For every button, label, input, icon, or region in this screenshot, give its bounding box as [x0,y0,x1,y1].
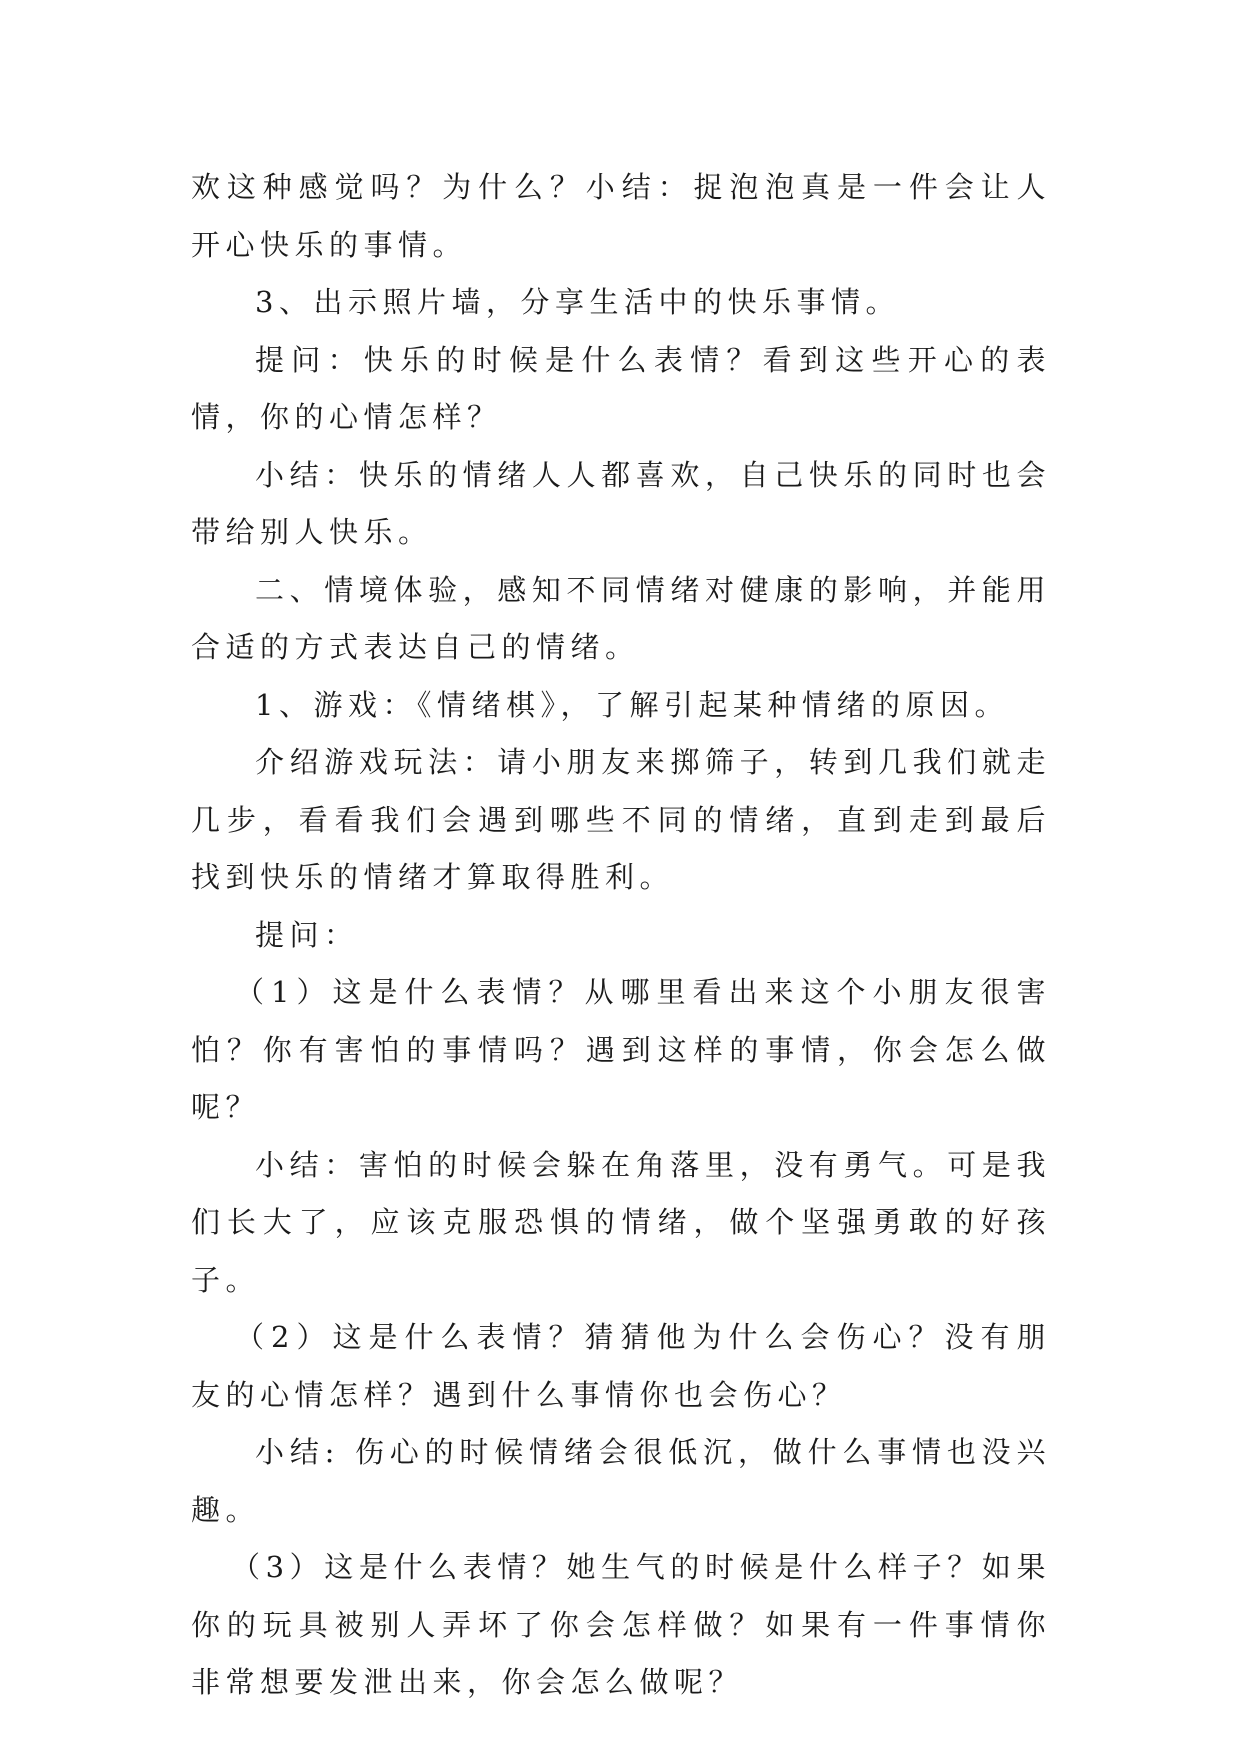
paragraph-section-two: 二、情境体验，感知不同情绪对健康的影响，并能用合适的方式表达自己的情绪。 [191,572,1051,664]
paragraph-summary-happy: 小结：快乐的情绪人人都喜欢，自己快乐的同时也会带给别人快乐。 [191,457,1051,549]
paragraph-question-label: 提问： [255,917,359,952]
paragraph-game-title: 1、游戏：《情绪棋》，了解引起某种情绪的原因。 [255,687,1009,722]
paragraph-summary-sad: 小结: 伤心的时候情绪会很低沉，做什么事情也没兴趣。 [191,1435,1051,1527]
paragraph-question-1: （1）这是什么表情？从哪里看出来这个小朋友很害怕？你有害怕的事情吗？遇到这样的事情，你会怎么做呢？ [191,975,1051,1124]
paragraph-step-3: 3、出示照片墙，分享生活中的快乐事情。 [255,285,900,319]
paragraph-summary-fear: 小结：害怕的时候会躲在角落里，没有勇气。可是我们长大了，应该克服恐惧的情绪，做个坚强勇敢的好孩子。 [191,1147,1051,1297]
paragraph-question-happy: 提问：快乐的时候是什么表情？看到这些开心的表情，你的心情怎样？ [191,342,1051,434]
paragraph-continuation: 欢这种感觉吗？为什么？小结：捉泡泡真是一件会让人开心快乐的事情。 [191,170,1051,262]
paragraph-game-rules: 介绍游戏玩法：请小朋友来掷筛子，转到几我们就走几步，看看我们会遇到哪些不同的情绪，直到走到最后找到快乐的情绪才算取得胜利。 [191,745,1051,894]
paragraph-question-2: （2）这是什么表情？猜猜他为什么会伤心？没有朋友的心情怎样？遇到什么事情你也会伤心？ [191,1320,1051,1412]
document-body [191,159,1051,1712]
paragraph-question-3: （3）这是什么表情？她生气的时候是什么样子？如果你的玩具被别人弄坏了你会怎样做？如果有一件事情你非常想要发泄出来，你会怎么做呢？ [191,1550,1051,1699]
